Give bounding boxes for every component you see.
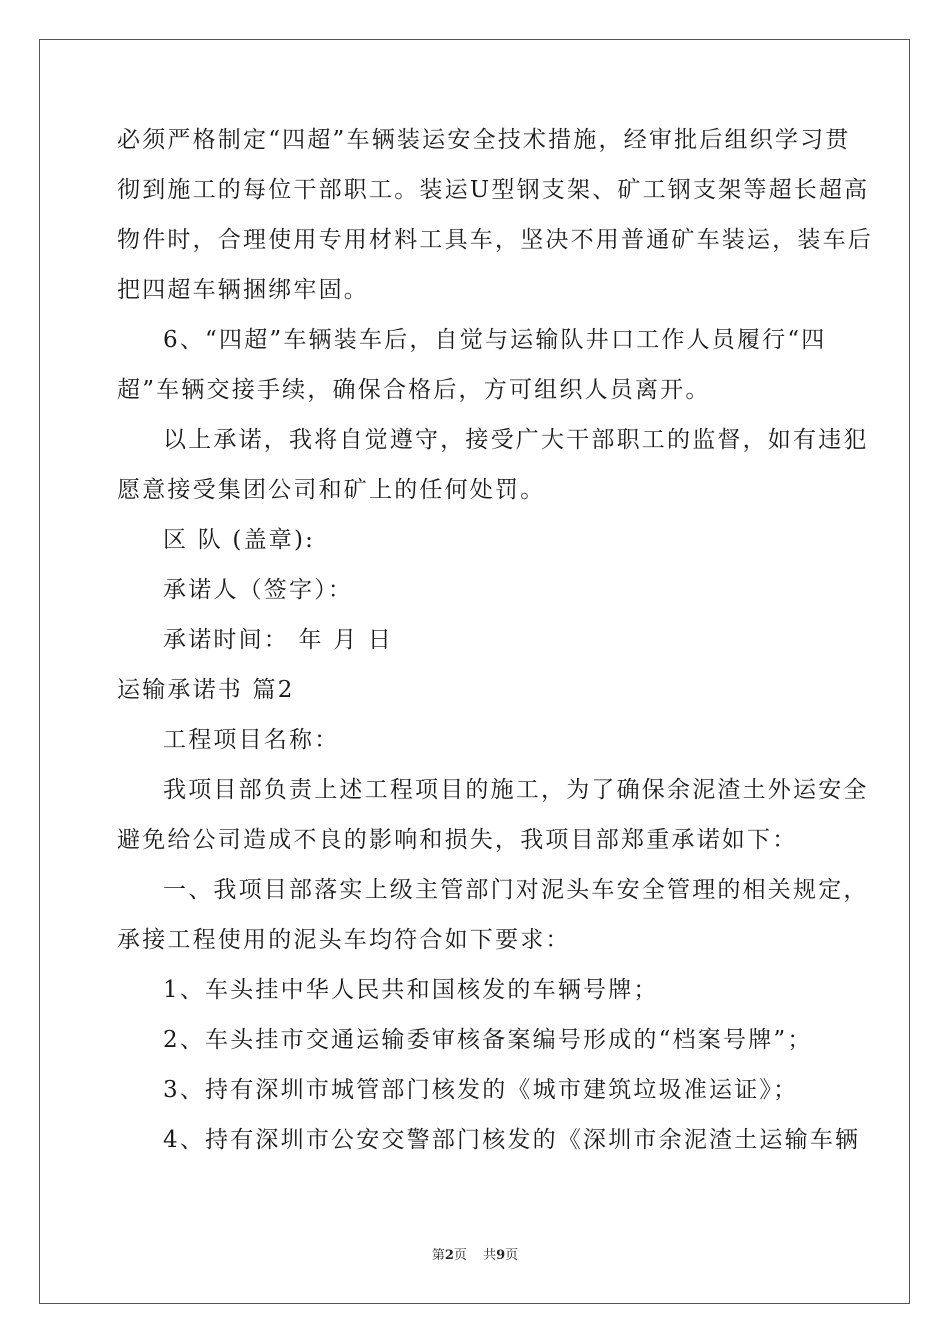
text-line-16: 一、我项目部落实上级主管部门对泥头车安全管理的相关规定， (163, 877, 869, 903)
text-line-1: 必须严格制定“四超”车辆装运安全技术措施，经审批后组织学习贯 (117, 127, 851, 153)
text-line-2: 彻到施工的每位干部职工。装运U型钢支架、矿工钢支架等超长超高 (117, 177, 870, 203)
page-total: 共9页 (483, 1248, 519, 1263)
text-line-7: 以上承诺，我将自觉遵守，接受广大干部职工的监督，如有违犯 (163, 427, 869, 453)
text-line-8: 愿意接受集团公司和矿上的任何处罚。 (117, 477, 546, 503)
project-name-line: 工程项目名称： (163, 727, 340, 753)
unit-seal-line: 区 队 (盖章): (163, 527, 316, 553)
text-line-4: 把四超车辆捆绑牢固。 (117, 277, 369, 303)
page-number: 第2页 (431, 1248, 467, 1263)
list-item-4: 4、持有深圳市公安交警部门核发的《深圳市余泥渣土运输车辆 (163, 1127, 861, 1153)
list-item-1: 1、车头挂中华人民共和国核发的车辆号牌； (163, 977, 659, 1003)
text-line-17: 承接工程使用的泥头车均符合如下要求： (117, 927, 571, 953)
text-line-6: 超”车辆交接手续，确保合格后，方可组织人员离开。 (117, 377, 711, 403)
text-line-15: 避免给公司造成不良的影响和损失，我项目部郑重承诺如下： (117, 827, 798, 853)
list-item-2: 2、车头挂市交通运输委审核备案编号形成的“档案号牌”； (163, 1027, 813, 1053)
text-line-3: 物件时，合理使用专用材料工具车，坚决不用普通矿车装运，装车后 (117, 227, 873, 253)
signer-line: 承诺人（签字）： (163, 577, 354, 603)
text-line-5: 6、“四超”车辆装车后，自觉与运输队井口工作人员履行“四 (163, 327, 827, 353)
list-item-3: 3、持有深圳市城管部门核发的《城市建筑垃圾准运证》； (163, 1077, 799, 1103)
section-heading: 运输承诺书 篇2 (117, 677, 295, 703)
text-line-14: 我项目部负责上述工程项目的施工，为了确保余泥渣土外运安全 (163, 777, 869, 803)
date-line: 承诺时间： 年 月 日 (163, 627, 394, 653)
page-footer (0, 1244, 950, 1263)
